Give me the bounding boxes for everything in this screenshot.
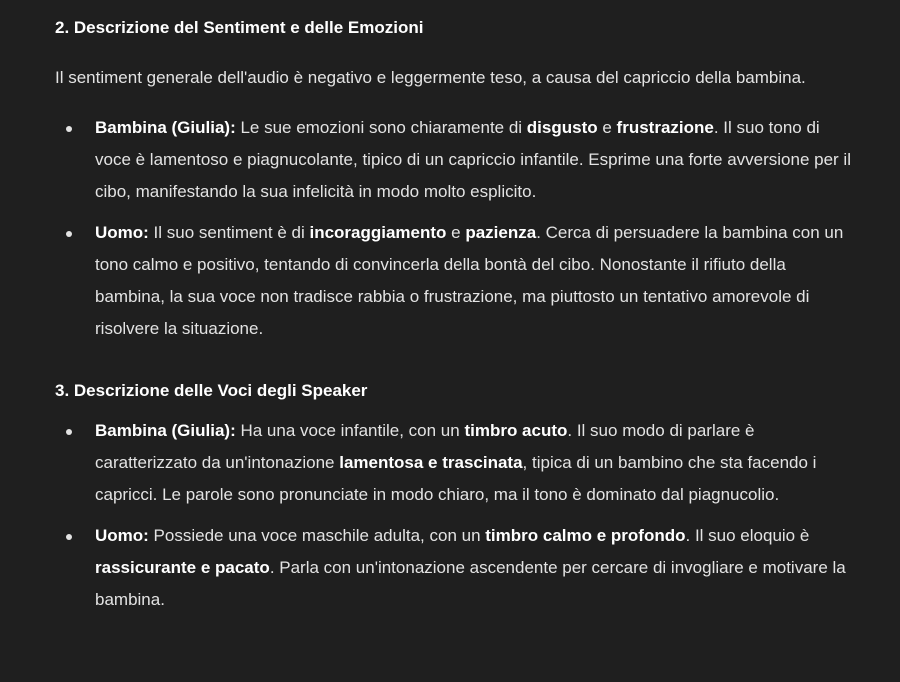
section-heading: 2. Descrizione del Sentiment e delle Emozioni (55, 18, 424, 37)
bullet-icon (66, 126, 72, 132)
emphasis: rassicurante e pacato (95, 558, 270, 577)
emphasis: lamentosa e trascinata (339, 453, 523, 472)
speaker-label: Bambina (Giulia): (95, 421, 236, 440)
section-intro-paragraph: Il sentiment generale dell'audio è negativo e leggermente teso, a causa del capriccio della bambina. (55, 68, 806, 87)
emphasis: pazienza (465, 223, 537, 242)
voice-list (55, 415, 860, 616)
bullet-icon (66, 231, 72, 237)
speaker-label: Bambina (Giulia): (95, 118, 236, 137)
section-heading: 3. Descrizione delle Voci degli Speaker (55, 381, 368, 400)
list-item: Bambina (Giulia): Ha una voce infantile, con un timbro acuto. Il suo modo di parlare è caratterizzato da un'intonazione lamentosa e trascinata, tipica di un bambino che sta facendo i capricci. Le parole sono pronunciate in modo chiaro, ma il tono è dominato dal piagnucolio. (55, 415, 860, 511)
emphasis: timbro calmo e profondo (485, 526, 686, 545)
speaker-label: Uomo: (95, 526, 149, 545)
emphasis: timbro acuto (464, 421, 568, 440)
speaker-label: Uomo: (95, 223, 149, 242)
bullet-icon (66, 534, 72, 540)
list-item: Uomo: Possiede una voce maschile adulta, con un timbro calmo e profondo. Il suo eloquio è rassicurante e pacato. Parla con un'intonazione ascendente per cercare di invogliare e motivare la bambina. (55, 520, 860, 616)
emphasis: incoraggiamento (309, 223, 447, 242)
emphasis: disgusto (526, 118, 598, 137)
list-item: Uomo: Il suo sentiment è di incoraggiamento e pazienza. Cerca di persuadere la bambina con un tono calmo e positivo, tentando di convincerla della bontà del cibo. Nonostante il rifiuto della bambina, la sua voce non tradisce rabbia o frustrazione, ma piuttosto un tentativo amorevole di risolvere la situazione. (55, 217, 860, 345)
emphasis: frustrazione (616, 118, 714, 137)
bullet-icon (66, 429, 72, 435)
list-item: Bambina (Giulia): Le sue emozioni sono chiaramente di disgusto e frustrazione. Il suo tono di voce è lamentoso e piagnucolante, tipico di un capriccio infantile. Esprime una forte avversione per il cibo, manifestando la sua infelicità in modo molto esplicito. (55, 112, 860, 208)
sentiment-list (55, 112, 860, 345)
